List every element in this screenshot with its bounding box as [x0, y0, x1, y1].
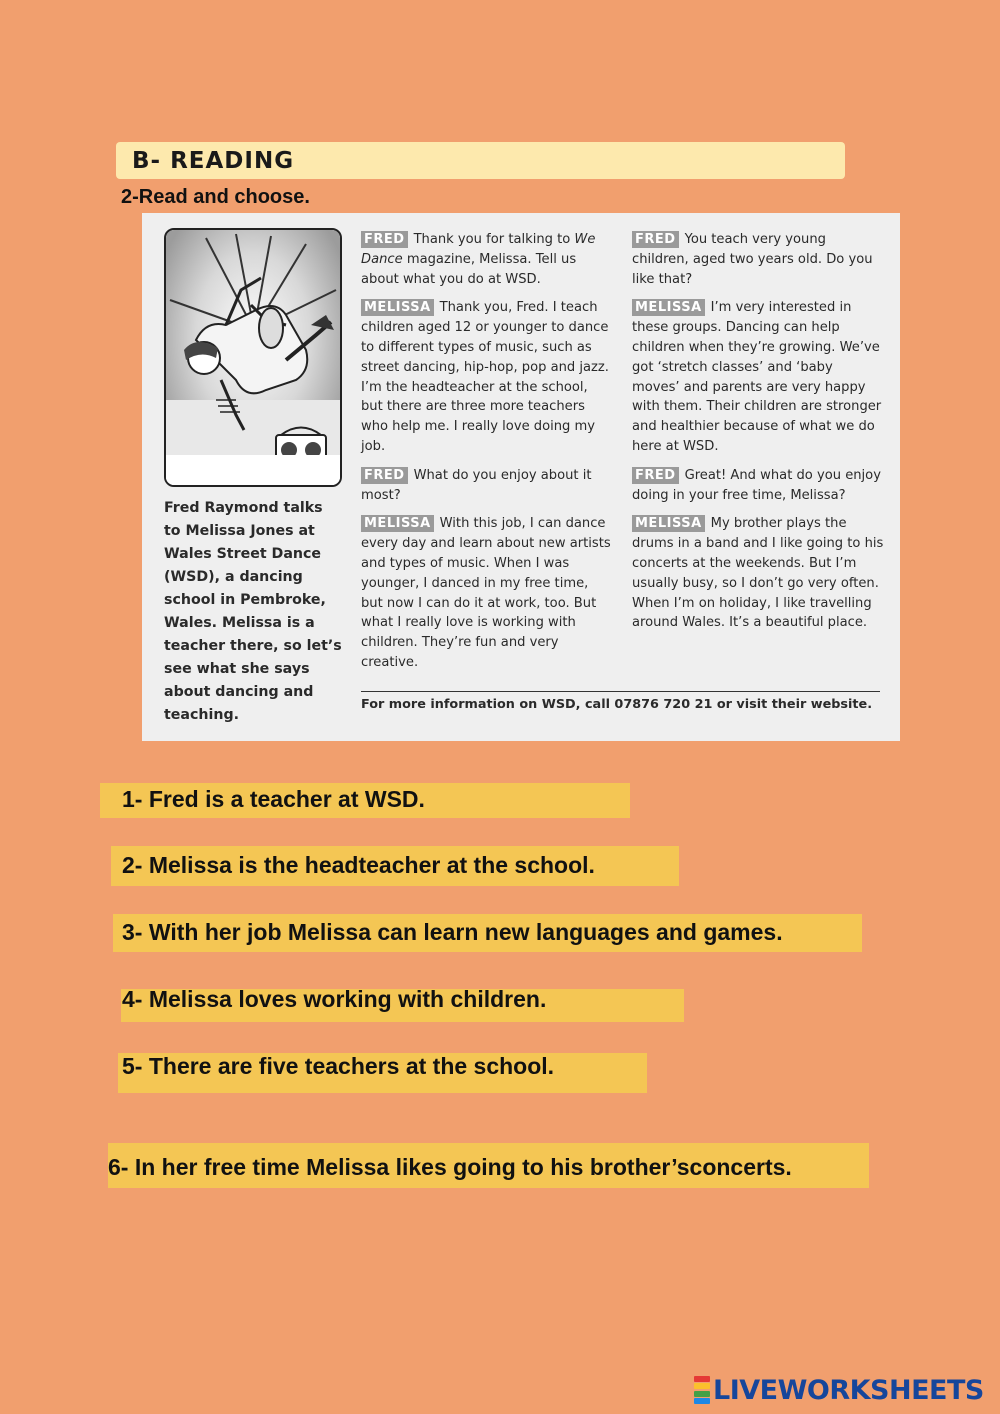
speaker-tag: FRED	[361, 467, 408, 484]
dancer-illustration	[164, 228, 342, 487]
liveworksheets-logo[interactable]	[694, 1374, 984, 1406]
dialogue-text: Thank you, Fred. I teach children aged 12 or younger to dance to different types of music, such as street dancing, hip-hop, pop and jazz. I’m the headteacher at the school, but there are three more teachers who help me. I really love doing my job.	[361, 300, 609, 454]
footer-divider	[361, 691, 880, 692]
speaker-tag: MELISSA	[361, 515, 434, 532]
dialogue-text: With this job, I can dance every day and learn about new artists and types of music. When I was younger, I danced in my free time, but now I can do it at work, too. But what I really love is working with children. They’re fun and very creative.	[361, 516, 611, 670]
speaker-tag: MELISSA	[632, 299, 705, 316]
speaker-tag: FRED	[632, 231, 679, 248]
dialogue-paragraph	[632, 466, 884, 506]
article-panel	[142, 213, 900, 741]
article-footer: For more information on WSD, call 07876 720 21 or visit their website.	[361, 697, 873, 712]
dialogue-text: magazine, Melissa. Tell us about what you do at WSD.	[361, 251, 577, 287]
speaker-tag: FRED	[632, 467, 679, 484]
section-title: B- READING	[132, 148, 295, 174]
dialogue-text: Great! And what do you enjoy doing in your free time, Melissa?	[632, 467, 881, 503]
dialogue-paragraph	[632, 514, 884, 633]
dialogue-paragraph	[361, 514, 613, 672]
dialogue-paragraph	[632, 230, 884, 289]
dialogue-paragraph	[632, 298, 884, 456]
article-intro: Fred Raymond talks to Melissa Jones at Wales Street Dance (WSD), a dancing school in Pembroke, Wales. Melissa is a teacher there, so let’s see what she says about dancing and teaching.	[164, 500, 342, 723]
dialogue-paragraph	[361, 230, 613, 289]
speaker-tag: MELISSA	[632, 515, 705, 532]
dialogue-text: What do you enjoy about it most?	[361, 467, 592, 503]
statement-6: 6- In her free time Melissa likes going to his brother’sconcerts.	[108, 1154, 792, 1180]
dialogue-text: I’m very interested in these groups. Dancing can help children when they’re growing. We’ve got ‘stretch classes’ and ‘baby moves’ and parents are very happy with them. Their children are stronger and healthier because of what we do here at WSD.	[632, 300, 882, 454]
magazine-title: We Dance	[361, 232, 596, 267]
dialogue-text: Thank you for talking to	[413, 232, 575, 247]
dialogue-paragraph	[361, 298, 613, 456]
statement-1: 1- Fred is a teacher at WSD.	[122, 786, 425, 812]
speaker-tag: FRED	[361, 231, 408, 248]
statement-2: 2- Melissa is the headteacher at the school.	[122, 852, 595, 878]
logo-text: LIVEWORKSHEETS	[713, 1374, 984, 1406]
speaker-tag: MELISSA	[361, 299, 434, 316]
liveworksheets-logo-icon	[694, 1376, 710, 1404]
statement-4: 4- Melissa loves working with children.	[122, 986, 547, 1012]
statement-3: 3- With her job Melissa can learn new languages and games.	[122, 919, 783, 945]
article-column-1	[361, 230, 613, 682]
dialogue-paragraph	[361, 466, 613, 506]
dialogue-text: You teach very young children, aged two years old. Do you like that?	[632, 232, 873, 287]
statement-5: 5- There are five teachers at the school.	[122, 1053, 555, 1079]
instruction-text: 2-Read and choose.	[121, 186, 310, 208]
article-column-2	[632, 230, 884, 642]
dialogue-text: My brother plays the drums in a band and I like going to his concerts at the weekends. But I’m usually busy, so I don’t go very often. When I’m on holiday, I like travelling around Wales. It’s a beautiful place.	[632, 516, 884, 631]
